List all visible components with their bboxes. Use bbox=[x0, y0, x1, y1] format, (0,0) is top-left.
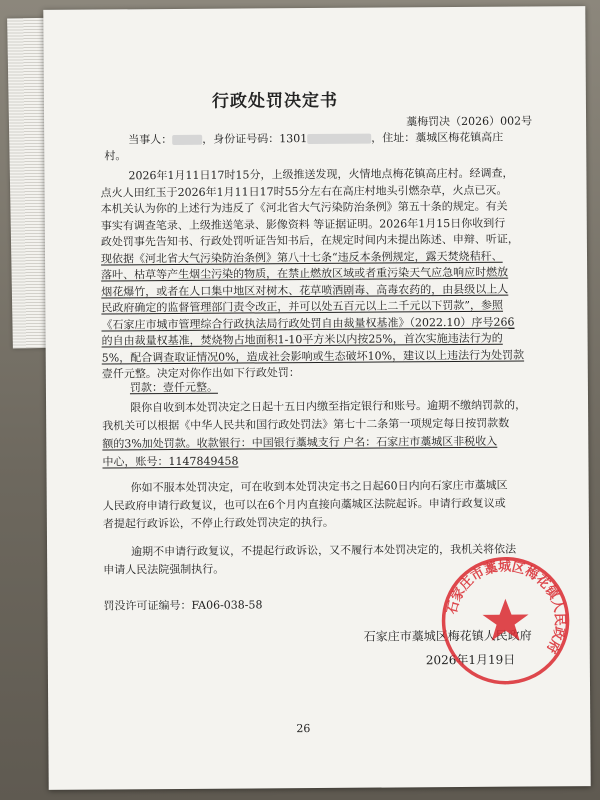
document-title: 行政处罚决定书 bbox=[211, 90, 338, 112]
body-line: 5%，配合调查取证情况0%，造成社会影响或生态破坏10%，建议以上违法行为处罚款 bbox=[101, 348, 525, 365]
issuer-name: 石家庄市藁城区梅花镇人民政府 bbox=[363, 628, 532, 644]
page-number: 26 bbox=[296, 722, 311, 736]
body-line: 政处罚事先告知书、行政处罚听证告知书后，在规定时间内未提出陈述、申辩、听证， bbox=[100, 232, 519, 249]
enforcement-line: 申请人民法院强制执行。 bbox=[103, 562, 225, 577]
party-line: 当事人： ，身份证号码：1301 ，住址：藁城区梅花镇高庄 bbox=[128, 130, 504, 147]
payment-line: 我机关可以根据《中华人民共和国行政处罚法》第七十二条第一项规定每日按罚款数 bbox=[102, 416, 510, 433]
document-number: 藁梅罚决（2026）002号 bbox=[406, 114, 533, 129]
appeal-line: 者提起行政诉讼，不停止行政处罚决定的执行。 bbox=[102, 515, 334, 531]
address-continuation: 村。 bbox=[104, 149, 127, 163]
body-line: 民政府确定的监督管理部门责令改正，并可以处五百元以上二千元以下罚款”，参照 bbox=[101, 298, 504, 315]
penalty-line: 罚款：壹仟元整。 bbox=[129, 380, 218, 395]
body-line: 《石家庄市城市管理综合行政执法局行政处罚自由裁量权基准》（2022.10）序号266 bbox=[101, 315, 515, 332]
seal-star-icon bbox=[482, 599, 528, 641]
seal-text: 石家庄市藁城区梅花镇人民政府 bbox=[444, 559, 567, 656]
payment-line: 限你自收到本处罚决定之日起十五日内缴至指定银行和账号。逾期不缴纳罚款的， bbox=[130, 398, 527, 415]
issue-date: 2026年1月19日 bbox=[425, 652, 516, 668]
appeal-line: 你如不服本处罚决定，可在收到本处罚决定书之日起60日内向石家庄市藁城区 bbox=[130, 478, 508, 495]
permit-number: 罚没许可证编号：FA06-038-58 bbox=[103, 598, 263, 613]
redacted-id bbox=[307, 134, 371, 144]
enforcement-line: 逾期不申请行政复议，不提起行政诉讼，又不履行本处罚决定的，我机关将依法 bbox=[131, 542, 517, 559]
body-line: 2026年1月11日17时15分，上级推送发现，火情地点梅花镇高庄村。经调查， bbox=[128, 166, 514, 183]
body-line: 壹仟元整。决定对你作出如下行政处罚： bbox=[101, 366, 300, 381]
body-line: 烟花爆竹，或者在人口集中地区对树木、花草喷洒剧毒、高毒农药的，由县级以上人 bbox=[101, 282, 509, 299]
body-line: 落叶、枯草等产生烟尘污染的物质，在禁止燃放区域或者重污染天气应急响应时燃放 bbox=[101, 265, 509, 282]
body-line: 点火人田红玉于2026年1月11日17时55分左右在高庄村地头引燃杂草，火点已灭。 bbox=[100, 183, 508, 200]
body-line: 现依据《河北省大气污染防治条例》第八十七条“违反本条例规定，露天焚烧秸秆、 bbox=[100, 249, 503, 266]
appeal-line: 人民政府申请行政复议，也可以在6个月内直接向藁城区法院起诉。申请行政复议或 bbox=[102, 496, 506, 513]
body-line: 本机关认为你的上述行为违反了《河北省大气污染防治条例》第五十条的规定。有关 bbox=[100, 199, 508, 216]
redacted-name bbox=[172, 135, 202, 145]
payment-line: 中心，账号：1147849458 bbox=[102, 454, 239, 469]
payment-line: 额的3%加处罚款。收款银行：中国银行藁城支行 户名：石家庄市藁城区非税收入 bbox=[102, 434, 498, 451]
body-line: 事实有调查笔录、上级推送笔录、影像资料 等证据证明。2026年1月15日你收到行 bbox=[100, 216, 506, 233]
official-seal bbox=[439, 554, 572, 687]
document-page bbox=[43, 6, 590, 790]
body-line: 的自由裁量权基准，焚烧物占地面积1-10平方米以内按25%，首次实施违法行为的 bbox=[101, 331, 503, 348]
